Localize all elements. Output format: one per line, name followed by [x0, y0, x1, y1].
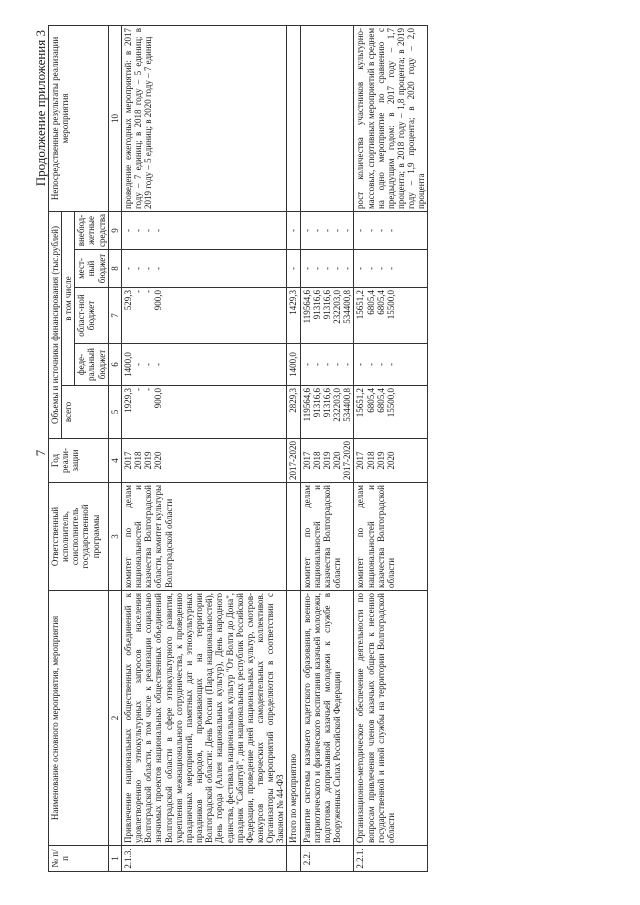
row-federal-value: -: [375, 363, 386, 366]
row-years: [354, 439, 428, 483]
row-local-value: -: [153, 267, 164, 270]
header-funding: Объемы и источники финансирования (тыс.рублей): [49, 211, 62, 438]
col-number: 4: [108, 439, 121, 483]
row-responsible: [287, 483, 300, 591]
row-number: [287, 846, 300, 872]
row-local-value: -: [288, 267, 299, 270]
row-result: [287, 25, 300, 211]
row-federal: [354, 344, 428, 386]
header-total: всего: [62, 386, 109, 439]
row-years-value: 2017-2020: [288, 441, 299, 480]
row-extra-value: -: [288, 228, 299, 232]
row-result: проведение ежегодных мероприятий: в 2017 году – 7 единиц; в 2018 году – 5 единиц; в 2019 году – 5 единиц; в 2020 году – 7 единиц: [121, 25, 287, 211]
row-years-value: 2017: [355, 451, 366, 470]
row-regional: [354, 288, 428, 344]
table-row: [354, 25, 428, 871]
row-number: 2.2.1.: [354, 846, 428, 872]
row-years: [300, 439, 354, 483]
row-federal: [121, 344, 287, 386]
row-local-value: -: [385, 267, 396, 270]
row-total-value: -: [143, 388, 154, 391]
row-total-value: 6805,4: [375, 388, 386, 413]
row-responsible: комитет по делам национальностей и казачества Волгоградской области: [300, 483, 354, 591]
row-name: Итого по мероприятию: [287, 591, 300, 846]
col-number: 10: [108, 25, 121, 211]
header-incl: в том числе: [62, 211, 75, 385]
row-extra-value: -: [342, 228, 353, 232]
row-total-value: 534400,8: [342, 388, 353, 422]
header-federal: феде-ральный бюджет: [75, 344, 108, 386]
row-local-value: -: [332, 267, 343, 270]
row-extra-value: -: [153, 228, 164, 232]
row-local: [287, 250, 300, 288]
row-regional-value: 900,0: [153, 290, 164, 311]
row-years-value: 2018: [311, 451, 322, 470]
row-regional-value: 15651,2: [355, 290, 366, 320]
row-regional-value: -: [133, 290, 144, 293]
row-total-value: 900,0: [153, 388, 164, 409]
row-years-value: 2017: [301, 451, 312, 470]
row-number: 2.2.: [300, 846, 354, 872]
program-table: [48, 25, 428, 872]
row-extra: [300, 211, 354, 249]
col-number: 6: [108, 344, 121, 386]
row-extra-value: -: [355, 228, 366, 232]
row-total-value: 1929,3: [122, 388, 133, 413]
row-regional-value: 6805,4: [365, 290, 376, 315]
table-body: [121, 25, 428, 871]
row-extra-value: -: [365, 228, 376, 232]
row-responsible: комитет по делам национальностей и казачества Волгоградской области, комитет культуры Волгоградской области: [121, 483, 287, 591]
row-federal-value: -: [342, 363, 353, 366]
page-number: 7: [33, 449, 48, 457]
row-total: [121, 386, 287, 439]
row-regional-value: -: [143, 290, 154, 293]
row-federal-value: -: [365, 363, 376, 366]
row-extra: [287, 211, 300, 249]
row-local-value: -: [301, 267, 312, 270]
row-years-value: 2019: [321, 451, 332, 470]
row-federal-value: -: [385, 363, 396, 366]
row-total-value: -: [133, 388, 144, 391]
row-federal-value: -: [153, 363, 164, 366]
row-extra-value: -: [143, 228, 154, 232]
row-federal-value: 1400,0: [122, 352, 133, 377]
col-number: 2: [108, 591, 121, 846]
col-number: 3: [108, 483, 121, 591]
col-number: 5: [108, 386, 121, 439]
row-regional-value: 91316,6: [311, 290, 322, 320]
row-years-value: 2019: [143, 451, 154, 470]
row-extra-value: -: [321, 228, 332, 232]
row-name: Организационно-методическое обеспечение деятельности по вопросам привлечения членов казачьих обществ к несению государственной и иной службы на территории Волгоградской области: [354, 591, 428, 846]
row-years-value: 2020: [153, 451, 164, 470]
row-regional-value: 534400,8: [342, 290, 353, 324]
row-federal-value: -: [355, 363, 366, 366]
row-regional-value: 529,3: [122, 290, 133, 311]
row-federal: [300, 344, 354, 386]
row-total: [354, 386, 428, 439]
row-years-value: 2020: [332, 451, 343, 470]
header-year: Год реали-зации: [49, 439, 109, 483]
row-total-value: 232203,0: [332, 388, 343, 422]
row-local-value: -: [311, 267, 322, 270]
row-extra: [354, 211, 428, 249]
continuation-label: Продолжение приложения 3: [33, 30, 48, 187]
row-total-value: 2829,3: [288, 388, 299, 413]
row-total-value: 15500,0: [385, 388, 396, 418]
row-years: [121, 439, 287, 483]
header-name: Наименование основного мероприятия, мероприятия: [49, 591, 109, 846]
header-results: Непосредственные результаты реализации мероприятия: [49, 25, 109, 211]
row-number: 2.1.3.: [121, 846, 287, 872]
row-total: [300, 386, 354, 439]
row-extra-value: -: [301, 228, 312, 232]
row-years-value: 2019: [375, 451, 386, 470]
row-federal-value: -: [321, 363, 332, 366]
row-federal: [287, 344, 300, 386]
row-regional-value: 91316,6: [321, 290, 332, 320]
row-name: Развитие системы казачьего кадетского образования, военно-патриотического и физического воспитания казачьей молодежи, подготовка допризывной казачьей молодежи к службе в Вооруженных Силах Российской Федерации: [300, 591, 354, 846]
row-extra-value: -: [332, 228, 343, 232]
row-local: [354, 250, 428, 288]
row-regional-value: 119564,6: [301, 290, 312, 324]
row-local-value: -: [122, 267, 133, 270]
header-regional: област-ной бюджет: [75, 288, 108, 344]
row-years: [287, 439, 300, 483]
row-extra-value: -: [385, 228, 396, 232]
row-extra-value: -: [375, 228, 386, 232]
row-regional-value: 6805,4: [375, 290, 386, 315]
row-local-value: -: [375, 267, 386, 270]
row-local: [121, 250, 287, 288]
col-number: 7: [108, 288, 121, 344]
row-years-value: 2020: [385, 451, 396, 470]
row-federal-value: 1400,0: [288, 352, 299, 377]
row-total-value: 119564,6: [301, 388, 312, 422]
col-number: 8: [108, 250, 121, 288]
row-regional: [287, 288, 300, 344]
header-local: мест-ный бюджет: [75, 250, 108, 288]
row-local: [300, 250, 354, 288]
header-extra: внебюд-жетные средства: [75, 211, 108, 249]
row-local-value: -: [321, 267, 332, 270]
row-regional: [300, 288, 354, 344]
row-years-value: 2018: [133, 451, 144, 470]
row-local-value: -: [143, 267, 154, 270]
row-total-value: 91316,6: [321, 388, 332, 418]
row-years-value: 2018: [365, 451, 376, 470]
row-years-value: 2017: [122, 451, 133, 470]
table-row: [287, 25, 300, 871]
row-extra-value: -: [311, 228, 322, 232]
row-federal-value: -: [332, 363, 343, 366]
row-result: рост количества участников культурно-массовых, спортивных мероприятий в среднем на одно мероприятие по сравнению с предыдущим годом: в 2017 году – 1,7 процента; в 2018 году – 1,8 процента; в 2019 году – 1,9 процента; в 2020 году – 2,0 процента: [354, 25, 428, 211]
row-total-value: 6805,4: [365, 388, 376, 413]
row-regional-value: 1429,3: [288, 290, 299, 315]
row-local-value: -: [365, 267, 376, 270]
row-total: [287, 386, 300, 439]
row-name: Привлечение национальных общественных объединений к удовлетворению этнокультурных запросов населения Волгоградской области, в том числе к реализации социально значимых проектов национальных общественных объединений Волгоградской области в сфере этнокультурного развития, укрепления межнационального сотрудничества, к проведению праздничных мероприятий, памятных дат и этнокультурных праздников народов, проживающих на территории Волгоградской области: День России (Парад национальностей), День города (Аллея национальных культур), День народного единства, фестиваль национальных культур "От Волги до Дона", праздник "Сабантуй", дни национальных республик Российской Федерации, проведение дней национальных культур, смотров-конкурсов творческих самодеятельных коллективов. Организаторы мероприятий определяются в соответствии с Законом № 44-ФЗ: [121, 591, 287, 846]
row-regional-value: 232203,0: [332, 290, 343, 324]
row-regional-value: 15500,0: [385, 290, 396, 320]
table-row: [121, 25, 287, 871]
header-no: № п/п: [49, 846, 109, 872]
row-result: [300, 25, 354, 211]
row-federal-value: -: [143, 363, 154, 366]
row-local-value: -: [355, 267, 366, 270]
row-federal-value: -: [133, 363, 144, 366]
row-regional: [121, 288, 287, 344]
row-total-value: 91316,6: [311, 388, 322, 418]
row-local-value: -: [342, 267, 353, 270]
table-row: [300, 25, 354, 871]
row-federal-value: -: [311, 363, 322, 366]
col-number: 9: [108, 211, 121, 249]
row-responsible: комитет по делам национальностей и казачества Волгоградской области: [354, 483, 428, 591]
row-federal-value: -: [301, 363, 312, 366]
row-local-value: -: [133, 267, 144, 270]
row-extra: [121, 211, 287, 249]
col-number: 1: [108, 846, 121, 872]
row-extra-value: -: [133, 228, 144, 232]
header-responsible: Ответственный исполнитель, соисполнитель государственной программы: [49, 483, 109, 591]
row-years-value: 2017-2020: [342, 441, 353, 480]
row-total-value: 15651,2: [355, 388, 366, 418]
row-extra-value: -: [122, 228, 133, 232]
